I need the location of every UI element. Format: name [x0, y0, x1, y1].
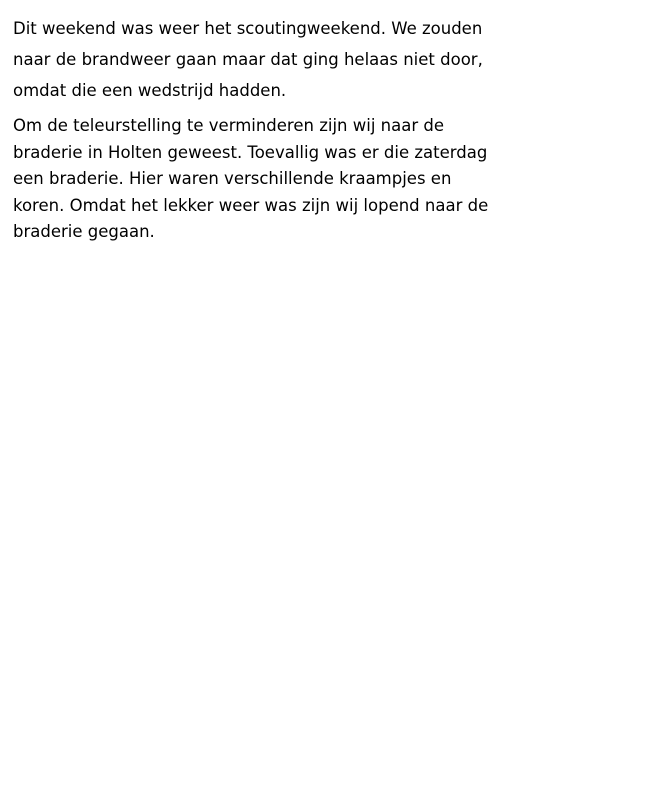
paragraph-line: braderie gegaan.	[13, 222, 155, 241]
paragraph-line: naar de brandweer gaan maar dat ging helaas niet door,	[13, 50, 483, 69]
paragraph-line: Dit weekend was weer het scoutingweekend. We zouden	[13, 19, 483, 38]
paragraph-line: koren. Omdat het lekker weer was zijn wij lopend naar de	[13, 195, 489, 215]
paragraph-line: een braderie. Hier waren verschillende kraampjes en	[13, 169, 452, 188]
paragraph-line: Om de teleurstelling te verminderen zijn wij naar de	[13, 116, 444, 135]
paragraph-1	[13, 13, 573, 106]
paragraph-line: omdat die een wedstrijd hadden.	[13, 81, 287, 100]
paragraph-2	[13, 113, 573, 246]
paragraph-line: braderie in Holten geweest. Toevallig was er die zaterdag	[13, 142, 488, 162]
